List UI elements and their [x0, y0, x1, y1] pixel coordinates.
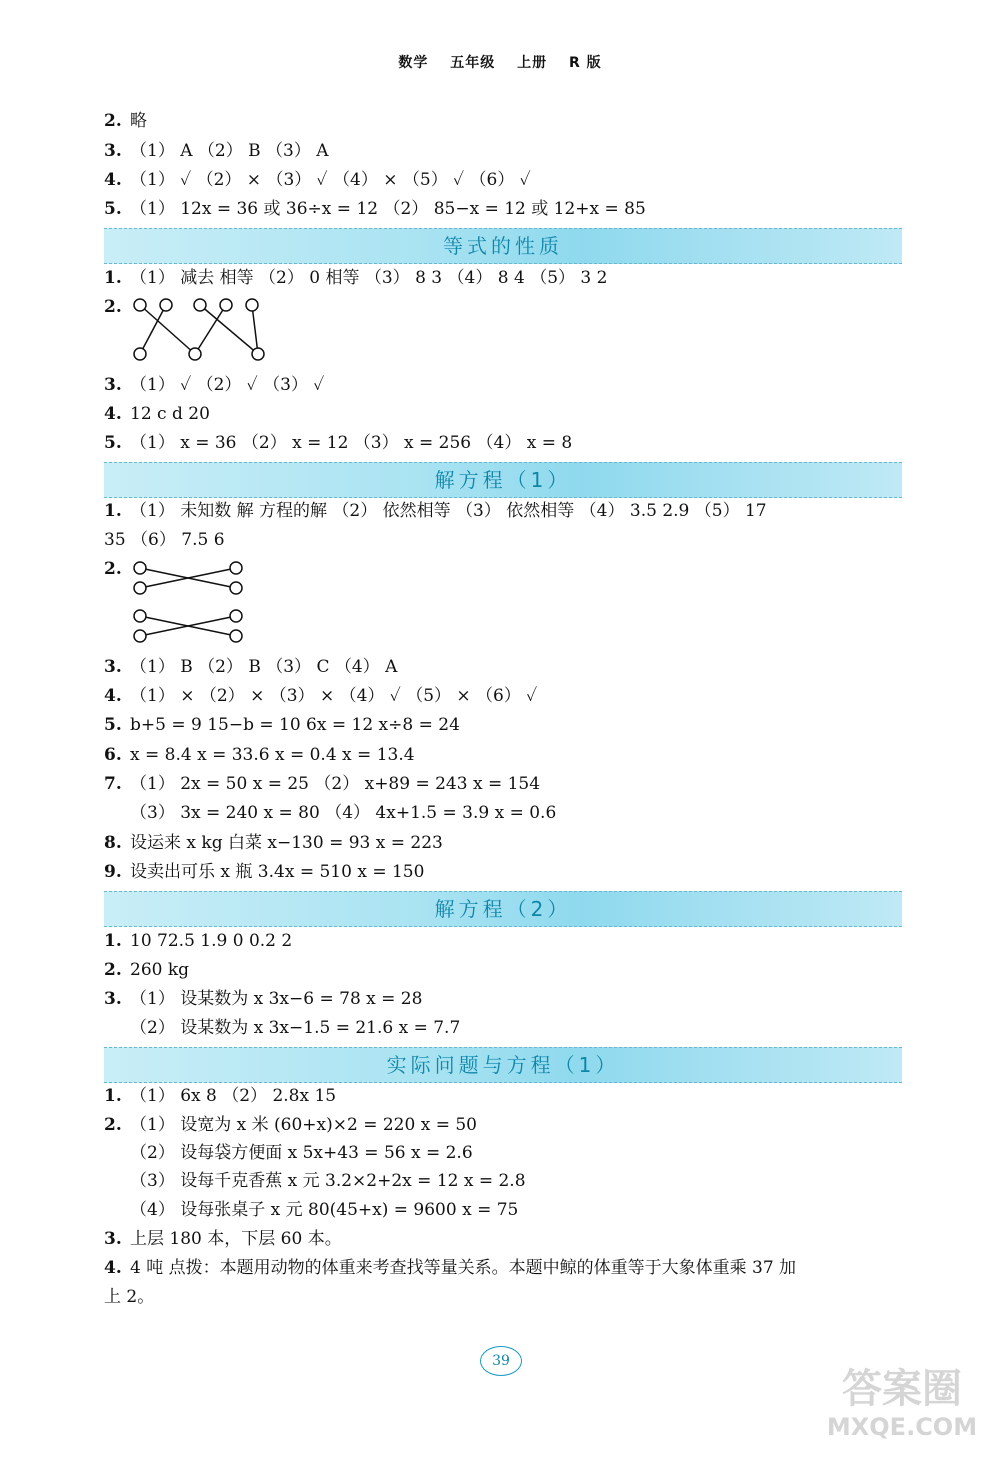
- answer-line: 4. 4 吨 点拨：本题用动物的体重来考查找等量关系。本题中鲸的体重等于大象体重乘 37 加: [104, 1258, 797, 1278]
- section-banner: 解方程（2）: [104, 891, 902, 927]
- header-grade: 五年级: [450, 55, 496, 71]
- answer-line: 1. （1） 未知数 解 方程的解 （2） 依然相等 （3） 依然相等 （4） 3.5 2.9 （5） 17: [104, 501, 767, 521]
- section-banner: 实际问题与方程（1）: [104, 1047, 902, 1083]
- answer-line: 3. 上层 180 本，下层 60 本。: [104, 1229, 342, 1249]
- watermark-logo: [822, 1347, 982, 1447]
- answer-line: 1. （1） 6x 8 （2） 2.8x 15: [104, 1086, 337, 1106]
- answer-line: 1. （1） 减去 相等 （2） 0 相等 （3） 8 3 （4） 8 4 （5） 3 2: [104, 268, 608, 288]
- answer-line-cont: （2） 设每袋方便面 x 5x+43 = 56 x = 2.6: [130, 1143, 473, 1163]
- matching-diagram: [128, 558, 258, 648]
- answer-line: 3. （1） ✓ （2） ✓ （3） ✓: [104, 375, 325, 395]
- page-header: [0, 52, 1000, 72]
- answer-line: 2.: [104, 559, 122, 579]
- answer-line-cont: （4） 设每张桌子 x 元 80(45+x) = 9600 x = 75: [130, 1200, 519, 1220]
- answer-line: 1. 10 72.5 1.9 0 0.2 2: [104, 931, 293, 951]
- svg-text:答案圈: 答案圈: [842, 1366, 962, 1412]
- matching-diagram: [128, 296, 278, 366]
- section-banner: 等式的性质: [104, 228, 902, 264]
- header-subject: 数学: [398, 55, 429, 71]
- answer-line-cont: （3） 3x = 240 x = 80 （4） 4x+1.5 = 3.9 x = 0.6: [130, 803, 557, 823]
- answer-line: 2. （1） 设宽为 x 米 (60+x)×2 = 220 x = 50: [104, 1115, 477, 1135]
- page-number: 39: [480, 1346, 522, 1376]
- answer-line: 5. （1） x = 36 （2） x = 12 （3） x = 256 （4） x = 8: [104, 433, 573, 453]
- answer-line-cont: 35 （6） 7.5 6: [104, 530, 225, 550]
- answer-line: 2.: [104, 297, 122, 317]
- answer-line: 3. （1） A （2） B （3） A: [104, 141, 329, 161]
- answer-line-cont: （2） 设某数为 x 3x−1.5 = 21.6 x = 7.7: [130, 1018, 461, 1038]
- section-banner: 解方程（1）: [104, 462, 902, 498]
- answer-line-cont: （3） 设每千克香蕉 x 元 3.2×2+2x = 12 x = 2.8: [130, 1171, 526, 1191]
- answer-line: 4. （1） × （2） × （3） × （4） ✓ （5） × （6） ✓: [104, 686, 538, 706]
- answer-line: 2. 略: [104, 111, 147, 131]
- answer-line: 6. x = 8.4 x = 33.6 x = 0.4 x = 13.4: [104, 745, 415, 765]
- header-volume: 上册: [517, 55, 548, 71]
- answer-line: 7. （1） 2x = 50 x = 25 （2） x+89 = 243 x = 154: [104, 774, 541, 794]
- answer-line: 5. （1） 12x = 36 或 36÷x = 12 （2） 85−x = 12 或 12+x = 85: [104, 199, 646, 219]
- answer-line: 3. （1） 设某数为 x 3x−6 = 78 x = 28: [104, 989, 423, 1009]
- header-edition: R 版: [568, 55, 602, 71]
- answer-line: 4. 12 c d 20: [104, 404, 210, 424]
- answer-line: 2. 260 kg: [104, 960, 190, 980]
- answer-line-cont: 上 2。: [104, 1287, 155, 1307]
- svg-text:MXQE.COM: MXQE.COM: [826, 1413, 978, 1441]
- answer-line: 9. 设卖出可乐 x 瓶 3.4x = 510 x = 150: [104, 862, 425, 882]
- answer-line: 5. b+5 = 9 15−b = 10 6x = 12 x÷8 = 24: [104, 715, 460, 735]
- answer-line: 3. （1） B （2） B （3） C （4） A: [104, 657, 398, 677]
- answer-line: 4. （1） ✓ （2） × （3） ✓ （4） × （5） ✓ （6） ✓: [104, 170, 531, 190]
- answer-line: 8. 设运来 x kg 白菜 x−130 = 93 x = 223: [104, 833, 443, 853]
